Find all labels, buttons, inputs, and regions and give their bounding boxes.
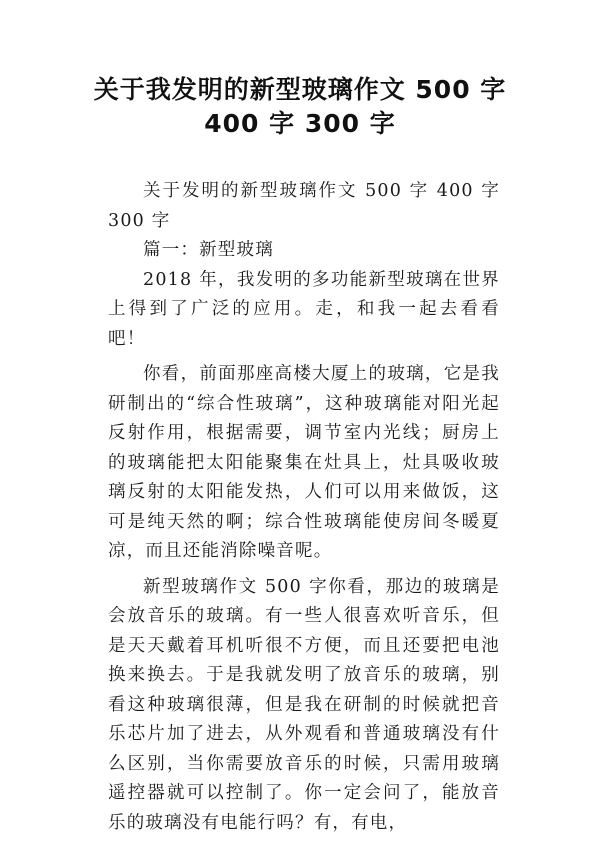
paragraph-intro: 2018 年，我发明的多功能新型玻璃在世界上得到了广泛的应用。走，和我一起去看看吧！ xyxy=(108,269,500,349)
paragraph-composite-glass: 你看，前面那座高楼大厦上的玻璃，它是我研制出的“综合性玻璃”，这种玻璃能对阳光起反射作用，根据需要，调节室内光线；厨房上的玻璃能把太阳能聚集在灶具上，灶具吸收玻璃反射的太阳能发热，人们可以用来做饭，这可是纯天然的啊；综合性玻璃能使房间冬暖夏凉，而且还能消除噪音呢。 xyxy=(108,364,500,561)
paragraph-music-glass: 新型玻璃作文 500 字你看，那边的玻璃是会放音乐的玻璃。有一些人很喜欢听音乐，但是天天戴着耳机听很不方便，而且还要把电池换来换去。于是我就发明了放音乐的玻璃，别看这种玻璃很薄，但是我在研制的时候就把音乐芯片加了进去，从外观看和普通玻璃没有什么区别，当你需要放音乐的时候，只需用玻璃遥控器就可以控制了。你一定会问了，能放音乐的玻璃没有电能行吗？有，有电， xyxy=(108,576,500,833)
paragraph-subtitle: 关于发明的新型玻璃作文 500 字 400 字 300 字 xyxy=(108,181,500,231)
paragraph-section-heading: 篇一：新型玻璃 xyxy=(143,240,274,260)
document-title-line-1: 关于我发明的新型玻璃作文 500 字 xyxy=(93,75,507,104)
document-body xyxy=(108,177,500,838)
document-title-line-2: 400 字 300 字 xyxy=(204,109,396,138)
